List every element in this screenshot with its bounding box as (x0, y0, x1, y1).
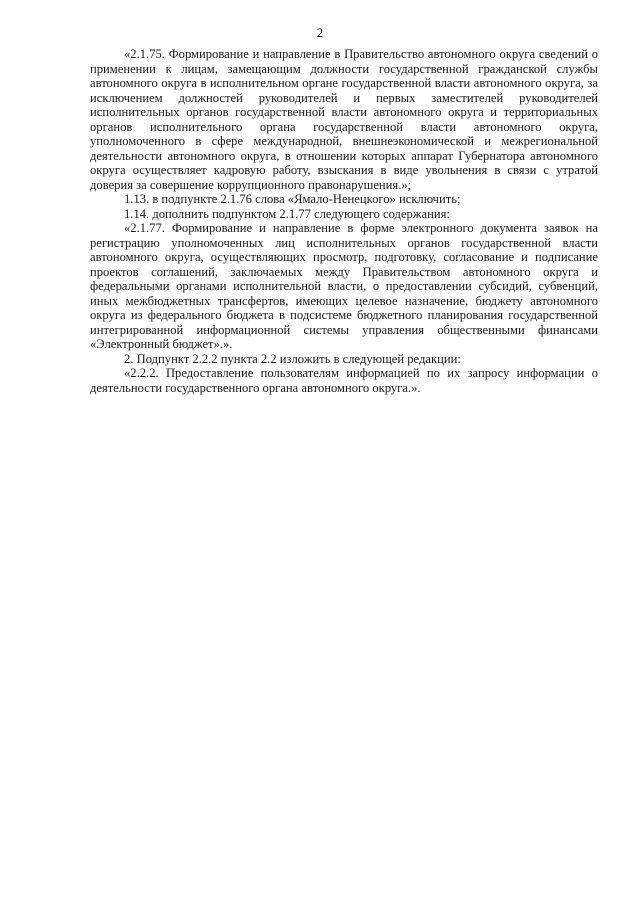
page-number: 2 (316, 26, 324, 40)
paragraph-2: 2. Подпункт 2.2.2 пункта 2.2 изложить в следующей редакции: (124, 351, 461, 366)
paragraph-1-14: 1.14. дополнить подпунктом 2.1.77 следующего содержания: (124, 206, 450, 221)
paragraph-2-2-2: «2.2.2. Предоставление пользователям информацией по их запросу информации о деятельности государственного органа автономного округа.». (90, 366, 598, 395)
paragraph-2-1-77: «2.1.77. Формирование и направление в форме электронного документа заявок на регистрацию уполномоченных лиц исполнительных органов государственной власти автономного округа, осуществляющих просмотр, подготовку, согласование и подписание проектов соглашений, заключаемых между Правительством автономного округа и федеральными органами исполнительной власти, о предоставлении субсидий, субвенций, иных межбюджетных трансфертов, имеющих целевое назначение, бюджету автономного округа из федерального бюджета в подсистеме бюджетного планирования государственной интегрированной информационной системы управления общественными финансами «Электронный бюджет».». (90, 221, 598, 351)
document-body (90, 47, 598, 395)
paragraph-1-13: 1.13. в подпункте 2.1.76 слова «Ямало-Ненецкого» исключить; (124, 192, 461, 206)
paragraph-2-1-75: «2.1.75. Формирование и направление в Правительство автономного округа сведений о применении к лицам, замещающим должности государственной гражданской службы автономного округа в исполнительном органе государственной власти автономного округа, за исключением должностей руководителей и первых заместителей руководителей исполнительных органов государственной власти автономного округа и территориальных органов исполнительного органа государственной власти автономного округа, уполномоченного в сфере международной, внешнеэкономической и межрегиональной деятельности автономного округа, в отношении которых аппарат Губернатора автономного округа осуществляет кадровую работу, взыскания в виде увольнения в связи с утратой доверия за совершение коррупционного правонарушения.»; (90, 47, 598, 192)
